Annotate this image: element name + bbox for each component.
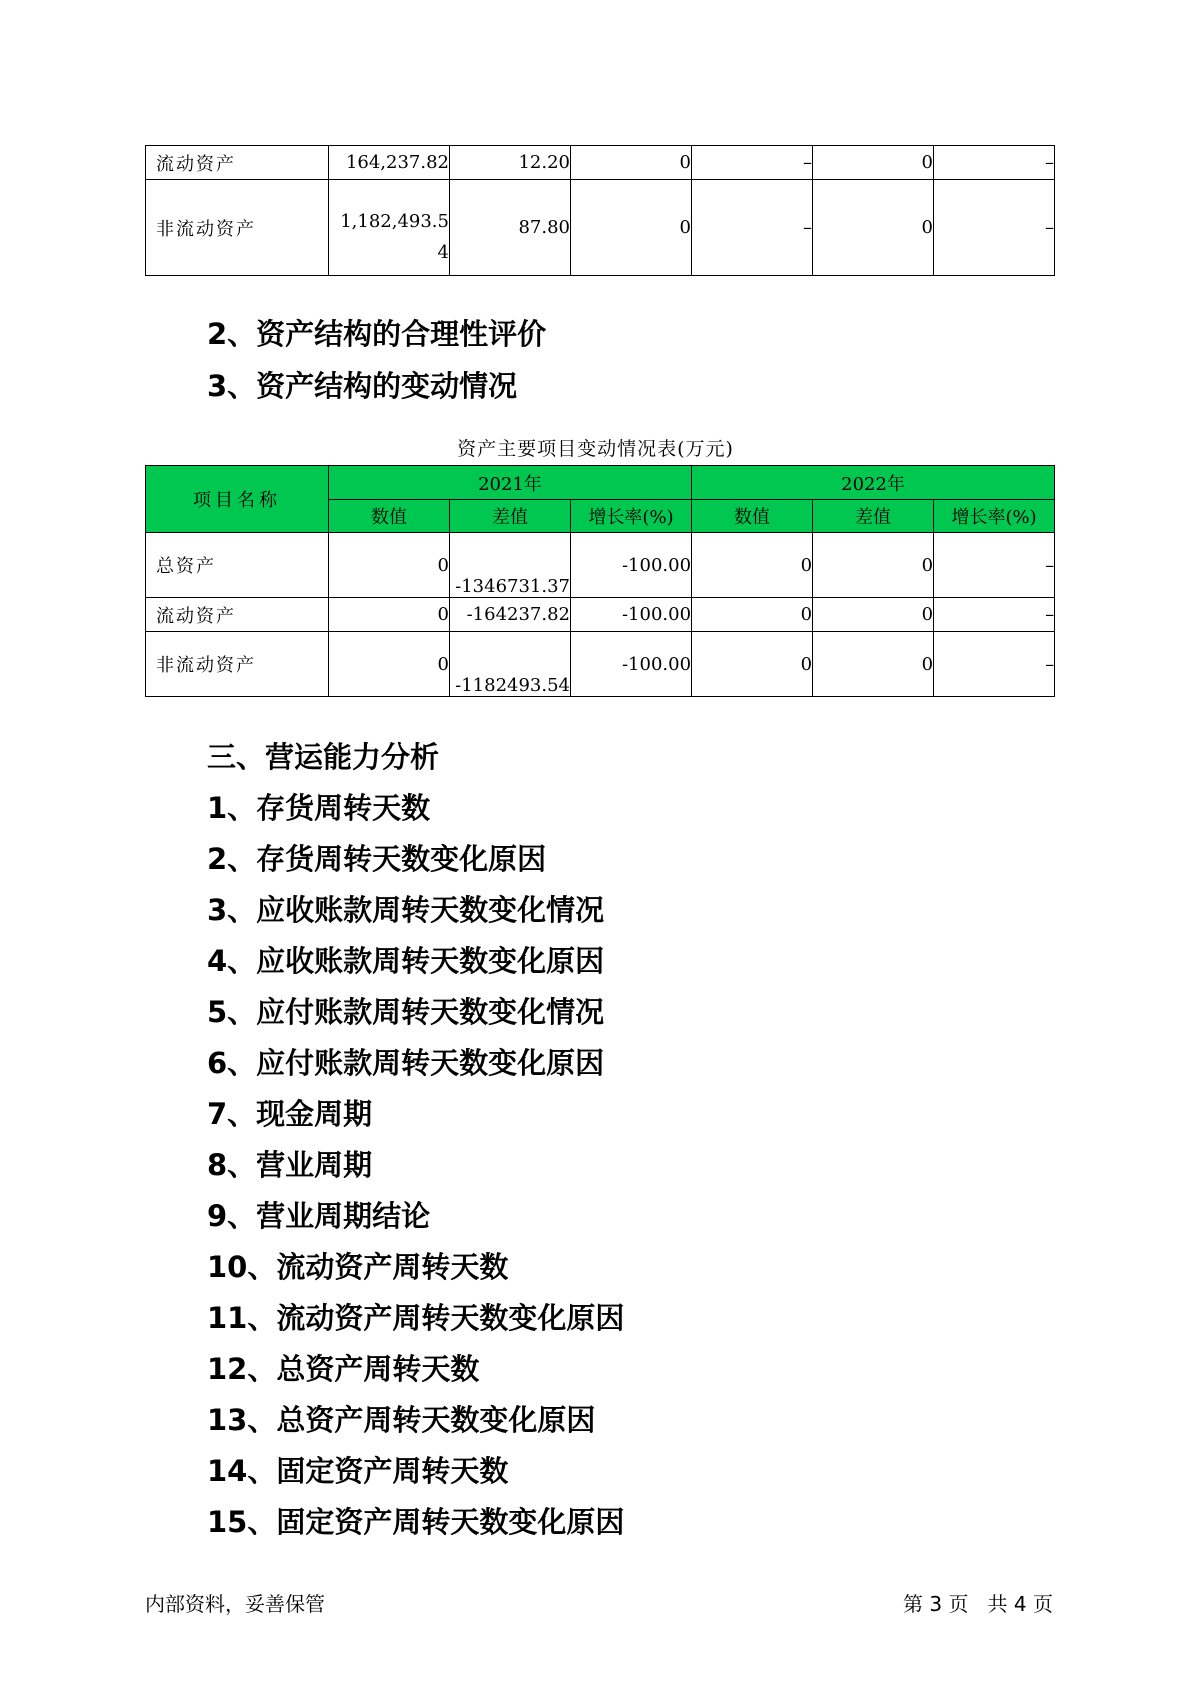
cell: – xyxy=(934,533,1055,598)
table-header-row xyxy=(146,466,1055,500)
cell: -100.00 xyxy=(571,598,692,632)
cell: 0 xyxy=(329,632,450,697)
header-col: 增长率(%) xyxy=(571,500,692,533)
table-row xyxy=(146,632,1055,697)
table-row xyxy=(146,146,1055,180)
cell: – xyxy=(934,180,1055,276)
heading: 3、应收账款周转天数变化情况 xyxy=(207,893,605,927)
cell: -1182493.54 xyxy=(450,632,571,697)
cell: 0 xyxy=(329,598,450,632)
asset-structure-table xyxy=(145,145,1055,276)
header-col: 差值 xyxy=(813,500,934,533)
header-col: 数值 xyxy=(692,500,813,533)
cell: 0 xyxy=(813,598,934,632)
row-label: 总资产 xyxy=(146,533,329,598)
cell: – xyxy=(934,146,1055,180)
header-year: 2022年 xyxy=(692,466,1055,500)
cell: 0 xyxy=(571,146,692,180)
heading: 11、流动资产周转天数变化原因 xyxy=(207,1301,625,1335)
cell-line: 4 xyxy=(437,241,449,263)
row-label: 流动资产 xyxy=(146,598,329,632)
cell: -100.00 xyxy=(571,632,692,697)
cell: 0 xyxy=(692,632,813,697)
cell: – xyxy=(934,632,1055,697)
heading: 1、存货周转天数 xyxy=(207,791,431,825)
header-year: 2021年 xyxy=(329,466,692,500)
heading: 3、资产结构的变动情况 xyxy=(207,369,518,403)
cell: -100.00 xyxy=(571,533,692,598)
cell: 0 xyxy=(813,533,934,598)
cell: -1346731.37 xyxy=(450,533,571,598)
row-label: 非流动资产 xyxy=(146,632,329,697)
cell: 0 xyxy=(813,180,934,276)
cell: – xyxy=(692,180,813,276)
cell xyxy=(329,180,450,276)
heading: 9、营业周期结论 xyxy=(207,1199,431,1233)
heading: 8、营业周期 xyxy=(207,1148,373,1182)
heading: 6、应付账款周转天数变化原因 xyxy=(207,1046,605,1080)
footer-page-number: 第 3 页 共 4 页 xyxy=(903,1592,1053,1616)
cell: – xyxy=(934,598,1055,632)
table-row xyxy=(146,598,1055,632)
heading: 10、流动资产周转天数 xyxy=(207,1250,509,1284)
cell: 0 xyxy=(329,533,450,598)
heading: 14、固定资产周转天数 xyxy=(207,1454,509,1488)
heading: 15、固定资产周转天数变化原因 xyxy=(207,1505,625,1539)
cell: 0 xyxy=(571,180,692,276)
heading: 2、资产结构的合理性评价 xyxy=(207,317,547,351)
section-title: 三、营运能力分析 xyxy=(207,740,440,774)
cell: -164237.82 xyxy=(450,598,571,632)
header-col: 差值 xyxy=(450,500,571,533)
row-label: 流动资产 xyxy=(146,146,329,180)
heading: 2、存货周转天数变化原因 xyxy=(207,842,547,876)
cell: 0 xyxy=(813,146,934,180)
cell: 12.20 xyxy=(450,146,571,180)
cell-line: 1,182,493.5 xyxy=(340,210,449,232)
cell: – xyxy=(692,146,813,180)
table-row xyxy=(146,180,1055,276)
heading: 13、总资产周转天数变化原因 xyxy=(207,1403,596,1437)
table-row xyxy=(146,533,1055,598)
header-col: 数值 xyxy=(329,500,450,533)
heading: 7、现金周期 xyxy=(207,1097,373,1131)
asset-change-table xyxy=(145,465,1055,697)
cell: 0 xyxy=(692,598,813,632)
cell: 164,237.82 xyxy=(329,146,450,180)
cell: 87.80 xyxy=(450,180,571,276)
footer-left: 内部资料，妥善保管 xyxy=(145,1592,325,1616)
heading: 12、总资产周转天数 xyxy=(207,1352,480,1386)
header-item: 项目名称 xyxy=(146,466,329,533)
table-caption: 资产主要项目变动情况表(万元) xyxy=(457,438,734,460)
cell: 0 xyxy=(813,632,934,697)
header-col: 增长率(%) xyxy=(934,500,1055,533)
heading: 4、应收账款周转天数变化原因 xyxy=(207,944,605,978)
row-label: 非流动资产 xyxy=(146,180,329,276)
cell: 0 xyxy=(692,533,813,598)
heading: 5、应付账款周转天数变化情况 xyxy=(207,995,605,1029)
